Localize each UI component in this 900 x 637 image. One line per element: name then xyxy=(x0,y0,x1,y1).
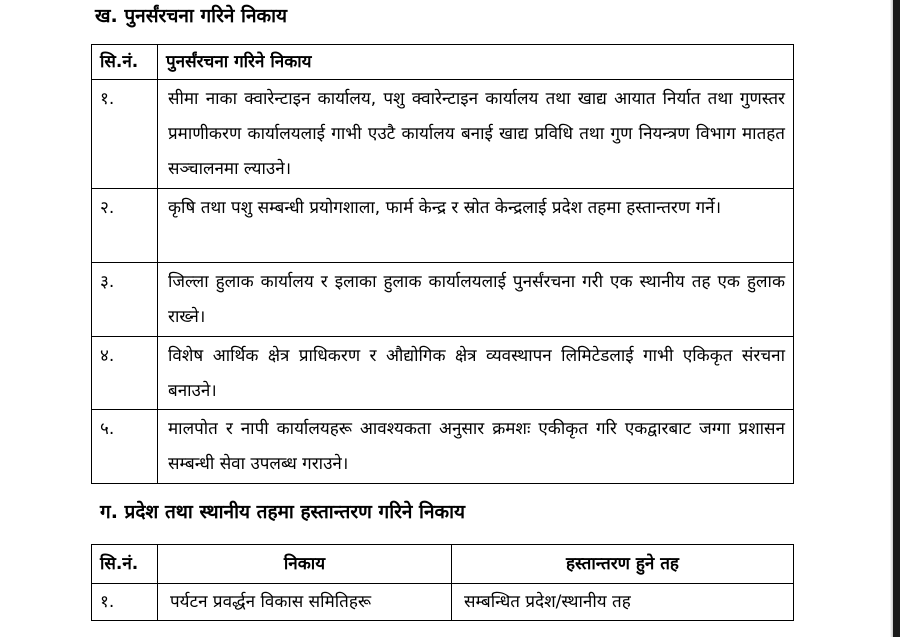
column-header-body: निकाय xyxy=(158,545,452,584)
page-edge-bar xyxy=(893,0,900,637)
row-description: सीमा नाका क्वारेन्टाइन कार्यालय, पशु क्वारेन्टाइन कार्यालय तथा खाद्य आयात निर्यात तथा गुणस्तर प्रमाणीकरण कार्यालयलाई गाभी एउटै कार्यालय बनाई खाद्य प्रविधि तथा गुण नियन्त्रण विभाग मातहत सञ्चालनमा ल्याउने। xyxy=(158,80,794,189)
row-description: मालपोत र नापी कार्यालयहरू आवश्यकता अनुसार क्रमशः एकीकृत गरि एकद्वारबाट जग्गा प्रशासन सम्बन्धी सेवा उपलब्ध गराउने। xyxy=(158,410,794,484)
row-description: कृषि तथा पशु सम्बन्धी प्रयोगशाला, फार्म केन्द्र र स्रोत केन्द्रलाई प्रदेश तहमा हस्तान्तरण गर्ने। xyxy=(158,189,794,263)
table-row xyxy=(92,189,794,263)
restructure-table xyxy=(91,44,794,484)
section-heading-transfer: ग. प्रदेश तथा स्थानीय तहमा हस्तान्तरण गरिने निकाय xyxy=(100,501,466,523)
row-serial: १. xyxy=(92,80,158,189)
table-row xyxy=(92,80,794,189)
column-header-body: पुनर्संरचना गरिने निकाय xyxy=(158,45,794,80)
row-serial: २. xyxy=(92,189,158,263)
column-header-level: हस्तान्तरण हुने तह xyxy=(452,545,794,584)
table-row xyxy=(92,263,794,337)
section-heading-restructure: ख. पुनर्संरचना गरिने निकाय xyxy=(95,5,288,27)
row-serial: ३. xyxy=(92,263,158,337)
table-row xyxy=(92,410,794,484)
column-header-serial: सि.नं. xyxy=(92,45,158,80)
row-serial: ५. xyxy=(92,410,158,484)
row-body: पर्यटन प्रवर्द्धन विकास समितिहरू xyxy=(158,584,452,621)
row-serial: ४. xyxy=(92,337,158,410)
row-description: जिल्ला हुलाक कार्यालय र इलाका हुलाक कार्यालयलाई पुनर्संरचना गरी एक स्थानीय तह एक हुलाक राख्ने। xyxy=(158,263,794,337)
row-level: सम्बन्धित प्रदेश/स्थानीय तह xyxy=(452,584,794,621)
table-row xyxy=(92,584,794,621)
row-serial: १. xyxy=(92,584,158,621)
table-row xyxy=(92,337,794,410)
column-header-serial: सि.नं. xyxy=(92,545,158,584)
transfer-table xyxy=(91,544,794,621)
table-header-row xyxy=(92,45,794,80)
table-header-row xyxy=(92,545,794,584)
row-description: विशेष आर्थिक क्षेत्र प्राधिकरण र औद्योगिक क्षेत्र व्यवस्थापन लिमिटेडलाई गाभी एकिकृत संरचना बनाउने। xyxy=(158,337,794,410)
